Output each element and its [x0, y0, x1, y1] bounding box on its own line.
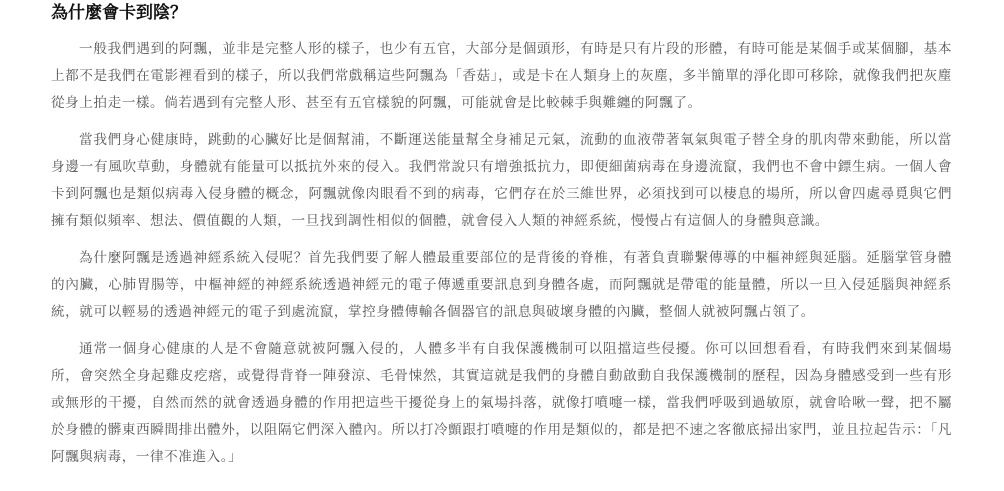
article-title: 為什麼會卡到陰？ — [51, 3, 187, 23]
article-paragraph-4: 通常一個身心健康的人是不會隨意就被阿飄入侵的，人體多半有自我保護機制可以阻擋這些侵擾。你可以回想看看，有時我們來到某個場所，會突然全身起雞皮疙瘩，或覺得背脊一陣發涼、毛骨悚然，其實這就是我們的身體自動啟動自我保護機制的歷程，因為身體感受到一些有形或無形的干擾，自然而然的就會透過身體的作用把這些干擾從身上的氣場抖落，就像打噴嚏一樣，當我們呼吸到過敏原，就會哈啾一聲，把不屬於身體的髒東西瞬間排出體外，以阻隔它們深入體內。所以打冷顫跟打噴嚏的作用是類似的，都是把不速之客徹底掃出家門，並且拉起告示：「凡阿飄與病毒，一律不准進入。」 — [51, 341, 952, 465]
article-paragraph-1: 一般我們遇到的阿飄，並非是完整人形的樣子，也少有五官，大部分是個頭形，有時是只有片段的形體，有時可能是某個手或某個腳，基本上都不是我們在電影裡看到的樣子，所以我們常戲稱這些阿飄為「香菇」，或是卡在人類身上的灰塵，多半簡單的淨化即可移除，就像我們把灰塵從身上拍走一樣。倘若遇到有完整人形、甚至有五官樣貌的阿飄，可能就會是比較棘手與難纏的阿飄了。 — [51, 41, 952, 111]
article-paragraph-2: 當我們身心健康時，跳動的心臟好比是個幫浦，不斷運送能量幫全身補足元氣，流動的血液帶著氧氣與電子替全身的肌肉帶來動能，所以當身邊一有風吹草動，身體就有能量可以抵抗外來的侵入。我們常說只有增強抵抗力，即便細菌病毒在身邊流竄，我們也不會中鏢生病。一個人會卡到阿飄也是類似病毒入侵身體的概念，阿飄就像肉眼看不到的病毒，它們存在於三維世界，必須找到可以棲息的場所，所以會四處尋覓與它們擁有類似頻率、想法、價值觀的人類，一旦找到調性相似的個體，就會侵入人類的神經系統，慢慢占有這個人的身體與意識。 — [51, 132, 952, 229]
article-paragraph-3: 為什麼阿飄是透過神經系統入侵呢？首先我們要了解人體最重要部位的是背後的脊椎，有著負責聯繫傳導的中樞神經與延腦。延腦掌管身體的內臟，心肺胃腸等，中樞神經的神經系統透過神經元的電子傳遞重要訊息到身體各處，而阿飄就是帶電的能量體，所以一旦入侵延腦與神經系統，就可以輕易的透過神經元的電子到處流竄，掌控身體傳輸各個器官的訊息與破壞身體的內臟，整個人就被阿飄占領了。 — [51, 250, 952, 320]
